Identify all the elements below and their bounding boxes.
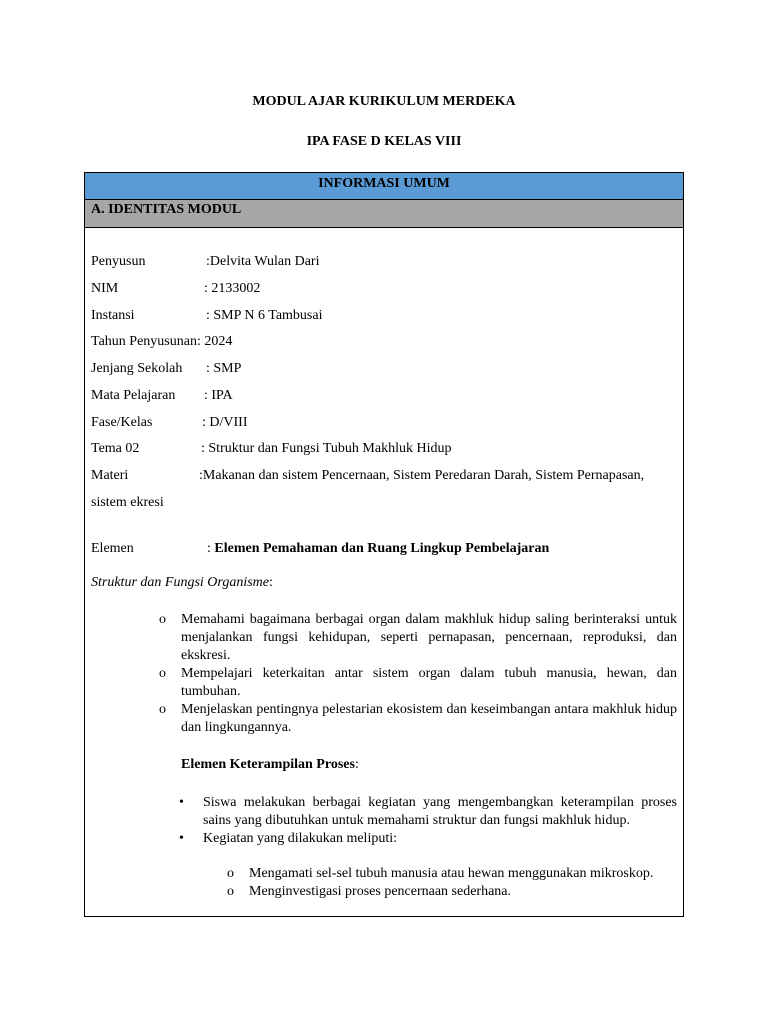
list-item-text: Kegiatan yang dilakukan meliputi: bbox=[203, 831, 398, 846]
table-header-informasi-umum: INFORMASI UMUM bbox=[85, 173, 683, 200]
identity-label: Mata Pelajaran bbox=[91, 388, 176, 403]
keterampilan-heading bbox=[181, 757, 359, 773]
struktur-heading-text: Struktur dan Fungsi Organisme bbox=[91, 575, 269, 590]
identity-value: :Makanan dan sistem Pencernaan, Sistem Peredaran Darah, Sistem Pernapasan, bbox=[199, 468, 645, 483]
identity-label: Tema 02 bbox=[91, 441, 140, 456]
identity-table bbox=[84, 172, 684, 917]
identity-value: : Struktur dan Fungsi Tubuh Makhluk Hidup bbox=[201, 441, 452, 456]
list-item bbox=[159, 701, 677, 737]
identity-value: : IPA bbox=[204, 388, 233, 403]
identity-label: NIM bbox=[91, 281, 119, 296]
list-item bbox=[227, 883, 677, 901]
elemen-value: Elemen Pemahaman dan Ruang Lingkup Pembelajaran bbox=[214, 541, 550, 556]
document-title: MODUL AJAR KURIKULUM MERDEKA bbox=[252, 94, 516, 109]
list-item-text: Siswa melakukan berbagai kegiatan yang mengembangkan keterampilan proses sains yang dibutuhkan untuk memahami struktur dan fungsi makhluk hidup. bbox=[203, 795, 677, 828]
circle-bullet-icon: o bbox=[159, 666, 166, 681]
identity-label: Instansi bbox=[91, 308, 135, 323]
list-item-text: Menjelaskan pentingnya pelestarian ekosistem dan keseimbangan antara makhluk hidup dan lingkungannya. bbox=[181, 702, 677, 735]
document-subtitle: IPA FASE D KELAS VIII bbox=[306, 134, 462, 149]
list-item bbox=[159, 611, 677, 665]
identity-value: : 2133002 bbox=[204, 281, 261, 296]
identity-value: : SMP N 6 Tambusai bbox=[206, 308, 323, 323]
list-item-text: Menginvestigasi proses pencernaan sederhana. bbox=[249, 884, 512, 899]
identity-label: Fase/Kelas bbox=[91, 415, 153, 430]
list-item-text: Memahami bagaimana berbagai organ dalam makhluk hidup saling berinteraksi untuk menjalankan fungsi kehidupan, seperti pernapasan, pencernaan, reproduksi, dan ekskresi. bbox=[181, 612, 677, 663]
kegiatan-sublist bbox=[227, 865, 677, 901]
keterampilan-heading-text: Elemen Keterampilan Proses bbox=[181, 757, 355, 772]
elemen-colon: : bbox=[207, 541, 215, 556]
keterampilan-colon: : bbox=[354, 757, 359, 772]
pemahaman-list bbox=[159, 611, 677, 737]
identity-label: Jenjang Sekolah bbox=[91, 361, 183, 376]
circle-bullet-icon: o bbox=[227, 884, 234, 899]
list-item bbox=[227, 865, 677, 883]
list-item-text: Mengamati sel-sel tubuh manusia atau hewan menggunakan mikroskop. bbox=[249, 866, 654, 881]
keterampilan-list bbox=[179, 794, 677, 848]
identity-label: Tahun Penyusunan: 2024 bbox=[91, 334, 233, 349]
struktur-heading bbox=[91, 575, 273, 591]
identity-label: Penyusun bbox=[91, 254, 146, 269]
circle-bullet-icon: o bbox=[227, 866, 234, 881]
list-item bbox=[159, 665, 677, 701]
dot-bullet-icon: • bbox=[179, 831, 184, 846]
circle-bullet-icon: o bbox=[159, 702, 166, 717]
list-item bbox=[179, 794, 677, 830]
identity-value: : SMP bbox=[206, 361, 242, 376]
list-item bbox=[179, 830, 677, 848]
list-item-text: Mempelajari keterkaitan antar sistem organ dalam tubuh manusia, hewan, dan tumbuhan. bbox=[181, 666, 677, 699]
circle-bullet-icon: o bbox=[159, 612, 166, 627]
dot-bullet-icon: • bbox=[179, 795, 184, 810]
section-header-identitas-modul: A. IDENTITAS MODUL bbox=[85, 200, 683, 228]
elemen-value-wrap bbox=[207, 541, 549, 557]
materi-continuation: sistem ekresi bbox=[91, 495, 164, 510]
identity-value: : D/VIII bbox=[202, 415, 248, 430]
struktur-colon: : bbox=[268, 575, 273, 590]
identity-value: :Delvita Wulan Dari bbox=[206, 254, 320, 269]
elemen-label: Elemen bbox=[91, 541, 134, 556]
identity-label: Materi bbox=[91, 468, 129, 483]
